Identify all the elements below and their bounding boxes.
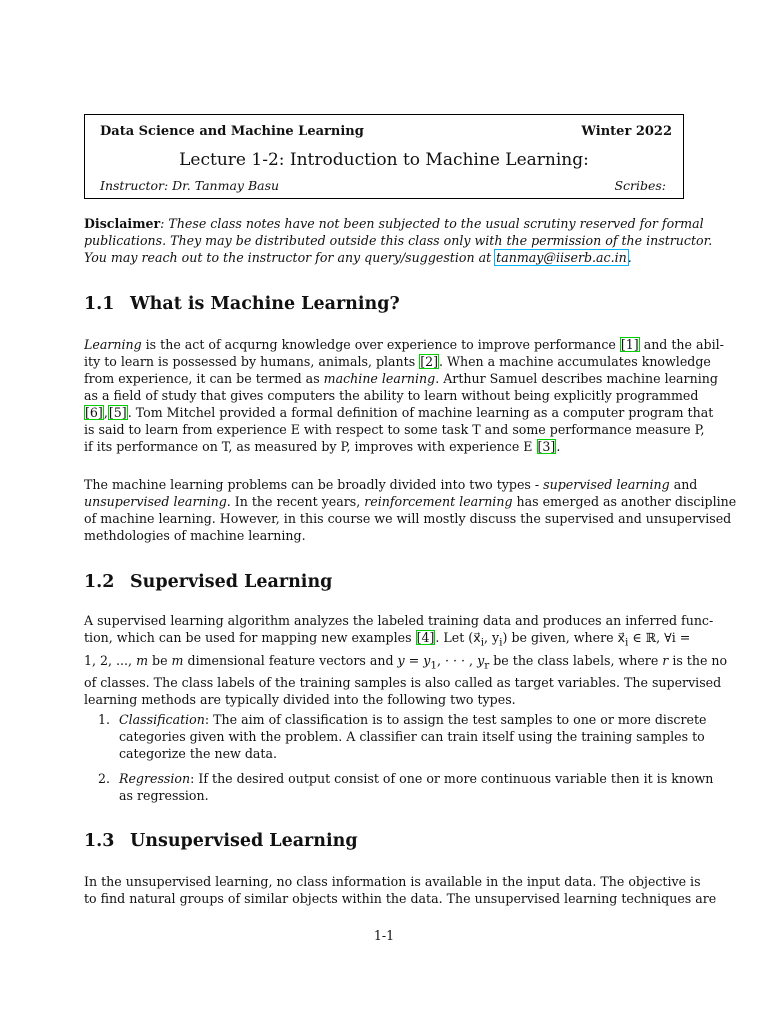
math-text: , · · · , bbox=[437, 652, 478, 668]
section-title: Supervised Learning bbox=[130, 572, 333, 592]
list-text: : If the desired output consist of one or more continuous variable then it is known bbox=[190, 771, 714, 786]
paragraph-text: be the class labels, where bbox=[489, 652, 663, 668]
paragraph-text: ity to learn is possessed by humans, animals, plants bbox=[84, 354, 420, 369]
lecture-title: Lecture 1-2: Introduction to Machine Learning: bbox=[179, 150, 589, 170]
list-number: 2. bbox=[98, 771, 111, 786]
section-number: 1.1 bbox=[84, 294, 115, 314]
paragraph-text: and the abil- bbox=[639, 337, 724, 352]
citation-link[interactable]: [2] bbox=[420, 354, 439, 369]
paragraph: Learning is the act of acqurng knowledge over experience to improve performance [1] and the abil- ity to learn is possessed by humans, animals, plants [2]. When a machine accumulates knowledge from experience, it can be termed as machine learning. Arthur Samuel describes machine learning as a field of study that gives computers the ability to learn without being explicitly programmed [6],[5]. Tom Mitchel provided a formal definition of machine learning as a computer program that is said to learn from experience E with respect to some task T and some performance measure P, if its performance on T, as measured by P, improves with experience E [3]. bbox=[84, 337, 724, 454]
math-variable: y bbox=[397, 652, 405, 668]
section-number: 1.3 bbox=[84, 831, 115, 851]
paragraph-text: . Tom Mitchel provided a formal definition of machine learning as a computer program that bbox=[127, 405, 714, 420]
course-name: Data Science and Machine Learning bbox=[100, 124, 364, 139]
paragraph-text: A supervised learning algorithm analyzes the labeled training data and produces an inferred func- bbox=[84, 613, 714, 628]
term-label: Winter 2022 bbox=[581, 124, 672, 139]
paragraph-text: as a field of study that gives computers the ability to learn without being explicitly programmed bbox=[84, 388, 699, 403]
paragraph bbox=[84, 873, 717, 907]
paragraph-text: is the act of acqurng knowledge over experience to improve performance bbox=[141, 337, 620, 352]
paragraph-text: is the no bbox=[668, 652, 728, 668]
disclaimer-text: You may reach out to the instructor for any query/suggestion at bbox=[84, 250, 496, 265]
paragraph-text: dimensional feature vectors and bbox=[183, 652, 398, 668]
math-variable: y bbox=[477, 652, 485, 668]
paragraph-text: and bbox=[669, 477, 698, 492]
paragraph-text: methdologies of machine learning. bbox=[84, 528, 306, 543]
term-emphasis: Classification bbox=[119, 712, 205, 727]
section-heading bbox=[84, 831, 358, 851]
paragraph-text: has emerged as another discipline bbox=[512, 494, 737, 509]
paragraph-text: learning methods are typically divided into the following two types. bbox=[84, 692, 516, 708]
list-number: 1. bbox=[98, 712, 111, 727]
term-emphasis: Learning bbox=[84, 337, 142, 352]
paragraph bbox=[84, 476, 737, 544]
math-subscript: i bbox=[499, 636, 503, 649]
math-variable: y bbox=[423, 652, 431, 668]
paragraph-text: to find natural groups of similar objects within the data. The unsupervised learning techniques are bbox=[84, 891, 717, 906]
paragraph-text: tion, which can be used for mapping new examples bbox=[84, 630, 416, 645]
term-emphasis: reinforcement learning bbox=[364, 494, 513, 509]
citation-link[interactable]: [6] bbox=[85, 405, 103, 420]
math-text: ∈ ℝ, ∀i = bbox=[628, 630, 691, 645]
term-emphasis: supervised learning bbox=[543, 477, 670, 492]
paragraph-text: In the unsupervised learning, no class information is available in the input data. The objective is bbox=[84, 874, 701, 889]
list-text: : The aim of classification is to assign the test samples to one or more discrete bbox=[204, 712, 707, 727]
math-text: , y bbox=[484, 630, 500, 645]
citation-link[interactable]: [5] bbox=[108, 405, 127, 420]
math-text: = bbox=[404, 652, 424, 668]
math-subscript: i bbox=[625, 636, 629, 649]
paragraph-text: The machine learning problems can be broadly divided into two types - bbox=[84, 477, 544, 492]
section-title: Unsupervised Learning bbox=[130, 831, 358, 851]
section-heading bbox=[84, 294, 400, 314]
paragraph-text: . In the recent years, bbox=[226, 494, 365, 509]
lecture-header-box bbox=[84, 114, 684, 199]
term-emphasis: Regression bbox=[119, 771, 191, 786]
math-text: 1, 2, ..., bbox=[84, 652, 137, 668]
disclaimer-paragraph bbox=[84, 215, 713, 266]
section-title: What is Machine Learning? bbox=[130, 294, 400, 314]
math-variable: m bbox=[171, 652, 184, 668]
paragraph-text: . Arthur Samuel describes machine learning bbox=[435, 371, 718, 386]
math-text: ) be given, where x⃗ bbox=[502, 630, 626, 645]
paragraph bbox=[84, 612, 728, 708]
paragraph-text: be bbox=[148, 652, 172, 668]
paragraph-text: from experience, it can be termed as bbox=[84, 371, 324, 386]
list-item bbox=[98, 770, 714, 804]
paragraph-text: is said to learn from experience E with respect to some task T and some performance measure P, bbox=[84, 422, 705, 437]
list-text: as regression. bbox=[119, 788, 209, 803]
list-text: categorize the new data. bbox=[119, 746, 277, 761]
paragraph-text: of machine learning. However, in this course we will mostly discuss the supervised and unsupervised bbox=[84, 511, 732, 526]
list-item bbox=[98, 711, 707, 762]
disclaimer-text: . bbox=[627, 250, 632, 265]
paragraph-text: . When a machine accumulates knowledge bbox=[439, 354, 711, 369]
term-emphasis: machine learning bbox=[323, 371, 436, 386]
section-number: 1.2 bbox=[84, 572, 115, 592]
paragraph-text: if its performance on T, as measured by P, improves with experience E bbox=[84, 439, 537, 454]
math-variable: m bbox=[136, 652, 149, 668]
disclaimer-text: : These class notes have not been subjected to the usual scrutiny reserved for formal bbox=[160, 216, 704, 231]
math-text: . Let (x⃗ bbox=[435, 630, 481, 645]
learning-types-list bbox=[98, 770, 714, 804]
math-subscript: r bbox=[484, 659, 490, 672]
scribes-label: Scribes: bbox=[614, 178, 666, 193]
math-subscript: 1 bbox=[430, 659, 438, 672]
page-number: 1-1 bbox=[373, 928, 395, 943]
citation-link[interactable]: [3] bbox=[537, 439, 556, 454]
instructor-label: Instructor: Dr. Tanmay Basu bbox=[100, 178, 280, 193]
paragraph-text: of classes. The class labels of the training samples is also called as target variables. The supervised bbox=[84, 675, 722, 691]
section-heading bbox=[84, 572, 332, 592]
term-emphasis: unsupervised learning bbox=[84, 494, 227, 509]
citation-link[interactable]: [1] bbox=[620, 337, 639, 352]
math-subscript: i bbox=[480, 636, 485, 649]
paragraph-text: . bbox=[556, 439, 561, 454]
list-text: categories given with the problem. A classifier can train itself using the training samples to bbox=[119, 729, 705, 744]
instructor-email-link[interactable]: tanmay@iiserb.ac.in bbox=[496, 250, 627, 265]
math-variable: r bbox=[662, 652, 669, 668]
disclaimer-label: Disclaimer bbox=[84, 216, 161, 231]
learning-types-list bbox=[98, 711, 707, 762]
citation-link[interactable]: [4] bbox=[416, 630, 435, 645]
disclaimer-text: publications. They may be distributed outside this class only with the permission of the instructor. bbox=[84, 233, 713, 248]
